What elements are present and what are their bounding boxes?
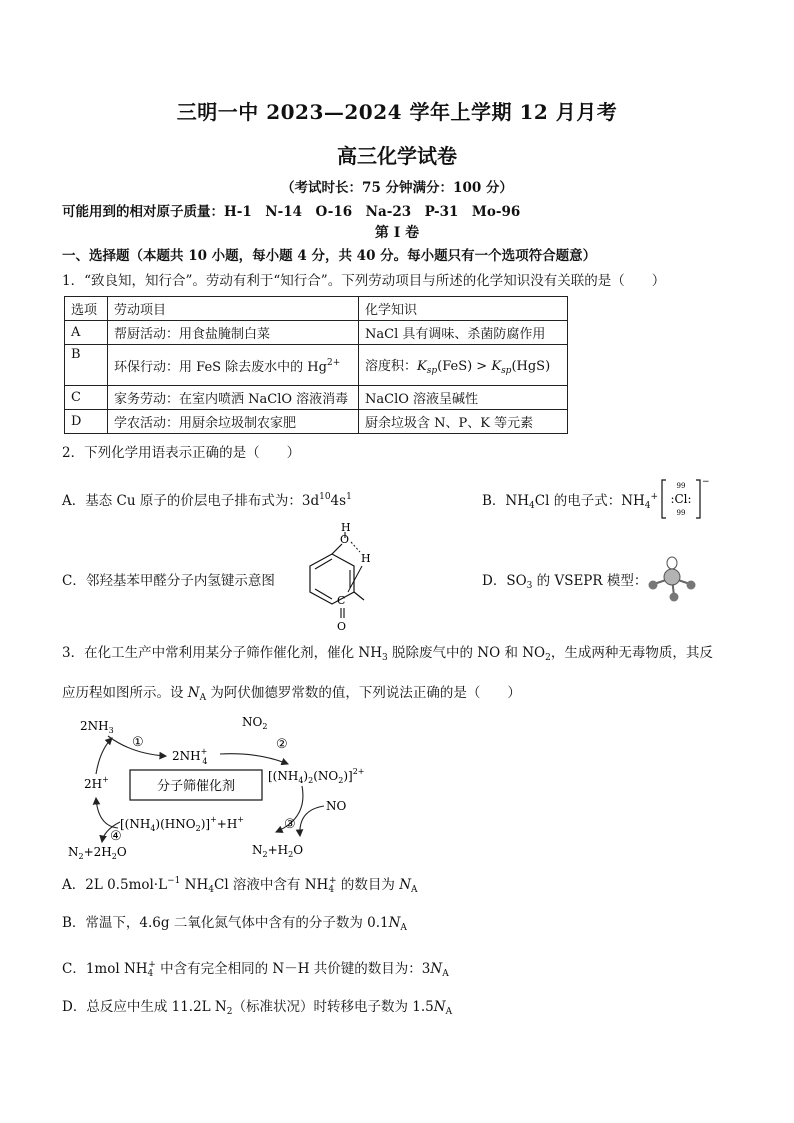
bond-ring-c xyxy=(354,592,364,600)
option-text: 的数目为 xyxy=(336,877,400,893)
table-row xyxy=(65,345,568,386)
subscript: 4 xyxy=(150,824,156,833)
ksp-argument: (FeS) > xyxy=(437,358,492,374)
table-header-row xyxy=(65,297,568,321)
knowledge-cell: 厨余垃圾含 N、P、K 等元素 xyxy=(359,410,568,434)
option-text: C．1mol NH xyxy=(62,961,148,977)
formula-text: +H xyxy=(216,817,238,831)
subscript: 4 xyxy=(328,885,335,895)
table-header-cell: 劳动项目 xyxy=(108,297,359,321)
option-text: 中含有完全相同的 N－H 共价键的数目为：3 xyxy=(155,961,431,977)
activity-cell: 家务劳动：在室内喷洒 NaClO 溶液消毒 xyxy=(108,386,359,410)
option-text: Cl 溶液中含有 NH xyxy=(213,877,329,893)
subscript: 3 xyxy=(526,581,533,591)
avogadro-symbol: N xyxy=(430,961,443,977)
superscript: + xyxy=(650,492,659,502)
q3-option-a xyxy=(62,872,418,899)
arrow-no-to-product xyxy=(300,806,324,836)
formula-text: N xyxy=(252,843,263,857)
subscript: 4 xyxy=(202,757,208,766)
outer-atom xyxy=(670,593,679,602)
q2-option-c: C．邻羟基苯甲醛分子内氢键示意图 xyxy=(62,573,275,589)
formula-text: N xyxy=(68,845,79,859)
q3-stem-line1 xyxy=(62,644,713,667)
option-text: B．NH xyxy=(482,493,530,509)
chlorine-symbol: :Cl: xyxy=(670,492,692,506)
subscript: 4 xyxy=(208,885,214,895)
formula-text: [(NH xyxy=(120,817,151,831)
stem-text: 3．在化工生产中常利用某分子筛作催化剂，催化 NH xyxy=(62,645,382,661)
subscript: A xyxy=(442,969,449,979)
subscript: 4 xyxy=(147,969,154,979)
product-step4 xyxy=(68,845,127,861)
superscript: 2+ xyxy=(352,767,365,776)
formula-text: 2NH xyxy=(80,719,109,733)
q3-stem-line2 xyxy=(62,684,521,707)
option-cell: B xyxy=(65,345,108,386)
q1-table xyxy=(64,296,568,434)
exam-subject-title: 高三化学试卷 xyxy=(337,144,457,168)
formula-text: O xyxy=(293,843,304,857)
activity-cell xyxy=(108,345,359,386)
reactant-nh3 xyxy=(80,719,114,735)
step-1-label: ① xyxy=(132,735,144,750)
subscript: 2 xyxy=(226,1007,233,1017)
formula-text: O xyxy=(116,845,127,859)
intermediate-nh4 xyxy=(172,747,207,766)
exam-info: （考试时长：75 分钟满分：100 分） xyxy=(281,180,513,196)
hydrogen-label: H xyxy=(341,521,351,534)
superscript: 10 xyxy=(319,492,331,502)
subscript: A xyxy=(400,923,407,933)
subscript: 2 xyxy=(262,850,268,859)
subscript: 2 xyxy=(195,824,201,833)
knowledge-cell: NaCl 具有调味、杀菌防腐作用 xyxy=(359,321,568,345)
subscript: 4 xyxy=(298,776,304,785)
option-text: A．基态 Cu 原子的价层电子排布式为：3d xyxy=(62,493,320,509)
exam-title: 三明一中 2023—2024 学年上学期 12 月月考 xyxy=(176,100,618,124)
option-cell: D xyxy=(65,410,108,434)
avogadro-symbol: N xyxy=(388,915,401,931)
reactant-no2 xyxy=(242,715,267,731)
intermediate-complex2 xyxy=(120,815,244,833)
stem-text: 应历程如图所示。设 xyxy=(62,685,188,701)
superscript: + xyxy=(210,815,217,824)
table-header-cell: 化学知识 xyxy=(359,297,568,321)
formula-text: )(HNO xyxy=(155,817,196,831)
table-row xyxy=(65,321,568,345)
subscript: A xyxy=(199,693,207,703)
avogadro-symbol: N xyxy=(433,999,446,1015)
q2-option-d xyxy=(482,572,647,595)
q1-stem: 1．“致良知，知行合”。劳动有利于“知行合”。下列劳动项目与所述的化学知识没有关联的是（ ） xyxy=(62,273,666,289)
step-2-label: ② xyxy=(276,737,288,752)
formula-text: 2H xyxy=(84,777,103,791)
hydrogen-bond xyxy=(351,542,360,552)
lone-pair-lobe xyxy=(667,557,677,569)
step-3-label: ③ xyxy=(284,817,296,832)
avogadro-symbol: N xyxy=(187,685,200,701)
stem-text: 为阿伏伽德罗常数的值，下列说法正确的是（ ） xyxy=(206,685,521,701)
right-bracket xyxy=(696,480,700,518)
option-text: NH xyxy=(180,877,209,893)
arrow-regen-hplus xyxy=(96,798,118,828)
ksp-subscript: sp xyxy=(426,365,438,376)
formula-text: +H xyxy=(267,843,289,857)
intermediate-complex1 xyxy=(268,767,365,785)
electron-dots-top: 99 xyxy=(676,482,686,490)
subscript: 3 xyxy=(381,653,388,663)
formula-text: )] xyxy=(200,817,211,831)
arrow-hplus-to-nh3 xyxy=(96,738,112,774)
charge-superscript: 2+ xyxy=(326,357,341,368)
reaction-cycle-diagram xyxy=(62,714,382,862)
ksp-symbol: K xyxy=(417,358,427,374)
subscript: 2 xyxy=(288,850,294,859)
knowledge-cell xyxy=(359,345,568,386)
knowledge-text: 溶度积： xyxy=(365,358,418,374)
option-text: Cl 的电子式：NH xyxy=(534,493,645,509)
left-bracket xyxy=(662,480,666,518)
option-text: 的 VSEPR 模型： xyxy=(532,573,648,589)
formula-text: 2NH xyxy=(172,749,201,763)
option-text: 4s xyxy=(330,493,347,509)
activity-cell: 帮厨活动：用食盐腌制白菜 xyxy=(108,321,359,345)
so3-vsepr-model xyxy=(646,556,702,606)
hydrogen-label: H xyxy=(361,552,371,565)
q2-option-b xyxy=(482,488,658,515)
arrow-step2 xyxy=(220,754,288,764)
ksp-subscript: sp xyxy=(501,365,512,376)
subscript: 4 xyxy=(644,501,651,511)
outer-atom xyxy=(687,581,696,590)
option-text: D．总反应中生成 11.2L N xyxy=(62,999,227,1015)
formula-text: (NO xyxy=(313,769,339,783)
carbon-label: C xyxy=(337,594,346,607)
subscript: 2 xyxy=(262,722,268,731)
subscript: 2 xyxy=(78,852,84,861)
superscript: + xyxy=(237,815,244,824)
subscript: 2 xyxy=(308,776,314,785)
atomic-masses: 可能用到的相对原子质量：H-1 N-14 O-16 Na-23 P-31 Mo-96 xyxy=(62,204,521,220)
double-bond xyxy=(315,589,332,599)
table-header-cell: 选项 xyxy=(65,297,108,321)
ksp-argument: (HgS) xyxy=(511,358,551,374)
formula-text: NO xyxy=(242,715,263,729)
benzene-ring xyxy=(310,554,354,604)
subscript: 2 xyxy=(111,852,117,861)
salicylaldehyde-structure xyxy=(284,521,394,634)
formula-text: ) xyxy=(303,769,309,783)
stem-text: ，生成两种无毒物质，其反 xyxy=(550,645,713,661)
chloride-electron-dot-structure xyxy=(660,477,710,520)
oxygen-label: O xyxy=(340,533,350,546)
superscript: 1 xyxy=(346,492,352,502)
formula-text: [(NH xyxy=(268,769,299,783)
section-heading: 一、选择题（本题共 10 小题，每小题 4 分，共 40 分。每小题只有一个选项符合题意） xyxy=(62,248,597,264)
subscript: A xyxy=(411,885,418,895)
q3-option-d xyxy=(62,998,452,1021)
subscript: 4 xyxy=(529,501,535,511)
superscript: + xyxy=(102,775,109,784)
table-row xyxy=(65,410,568,434)
option-text: D．SO xyxy=(482,573,527,589)
central-atom xyxy=(664,569,680,585)
volume-heading: 第 I 卷 xyxy=(374,225,420,241)
double-bond xyxy=(315,559,332,569)
subscript: A xyxy=(445,1007,453,1017)
stem-text: 脱除废气中的 NO 和 NO xyxy=(387,645,546,661)
formula-text: +2H xyxy=(83,845,112,859)
avogadro-symbol: N xyxy=(399,877,411,893)
step-4-label: ④ xyxy=(110,829,122,844)
subscript: 3 xyxy=(108,726,114,735)
option-text: B．常温下，4.6g 二氧化氮气体中含有的分子数为 0.1 xyxy=(62,915,389,931)
electron-dots-bottom: 99 xyxy=(676,509,686,517)
outer-atom xyxy=(649,581,658,590)
reactant-no: NO xyxy=(326,799,347,813)
superscript: + xyxy=(200,747,208,756)
q3-option-b xyxy=(62,914,407,937)
activity-cell: 学农活动：用厨余垃圾制农家肥 xyxy=(108,410,359,434)
activity-text: 环保行动：用 FeS 除去废水中的 Hg xyxy=(114,359,327,375)
q2-option-a xyxy=(62,488,352,510)
ion-charge: − xyxy=(702,477,710,487)
superscript: −1 xyxy=(167,876,181,886)
knowledge-cell: NaClO 溶液呈碱性 xyxy=(359,386,568,410)
option-cell: C xyxy=(65,386,108,410)
subscript: 2 xyxy=(338,776,344,785)
superscript: + xyxy=(329,876,337,886)
table-row xyxy=(65,386,568,410)
formula-text: )] xyxy=(343,769,353,783)
superscript: + xyxy=(148,960,156,970)
subscript: 2 xyxy=(545,653,551,663)
ksp-symbol: K xyxy=(491,358,502,374)
option-text: （标准状况）时转移电子数为 1.5 xyxy=(232,999,434,1015)
hplus-species xyxy=(84,775,109,791)
q2-stem: 2．下列化学用语表示正确的是（ ） xyxy=(62,445,301,461)
oxygen-label: O xyxy=(337,620,347,633)
q3-option-c xyxy=(62,956,449,983)
option-cell: A xyxy=(65,321,108,345)
catalyst-label: 分子筛催化剂 xyxy=(156,779,236,794)
option-text: A．2L 0.5mol·L xyxy=(62,877,168,893)
product-step3 xyxy=(252,843,303,859)
